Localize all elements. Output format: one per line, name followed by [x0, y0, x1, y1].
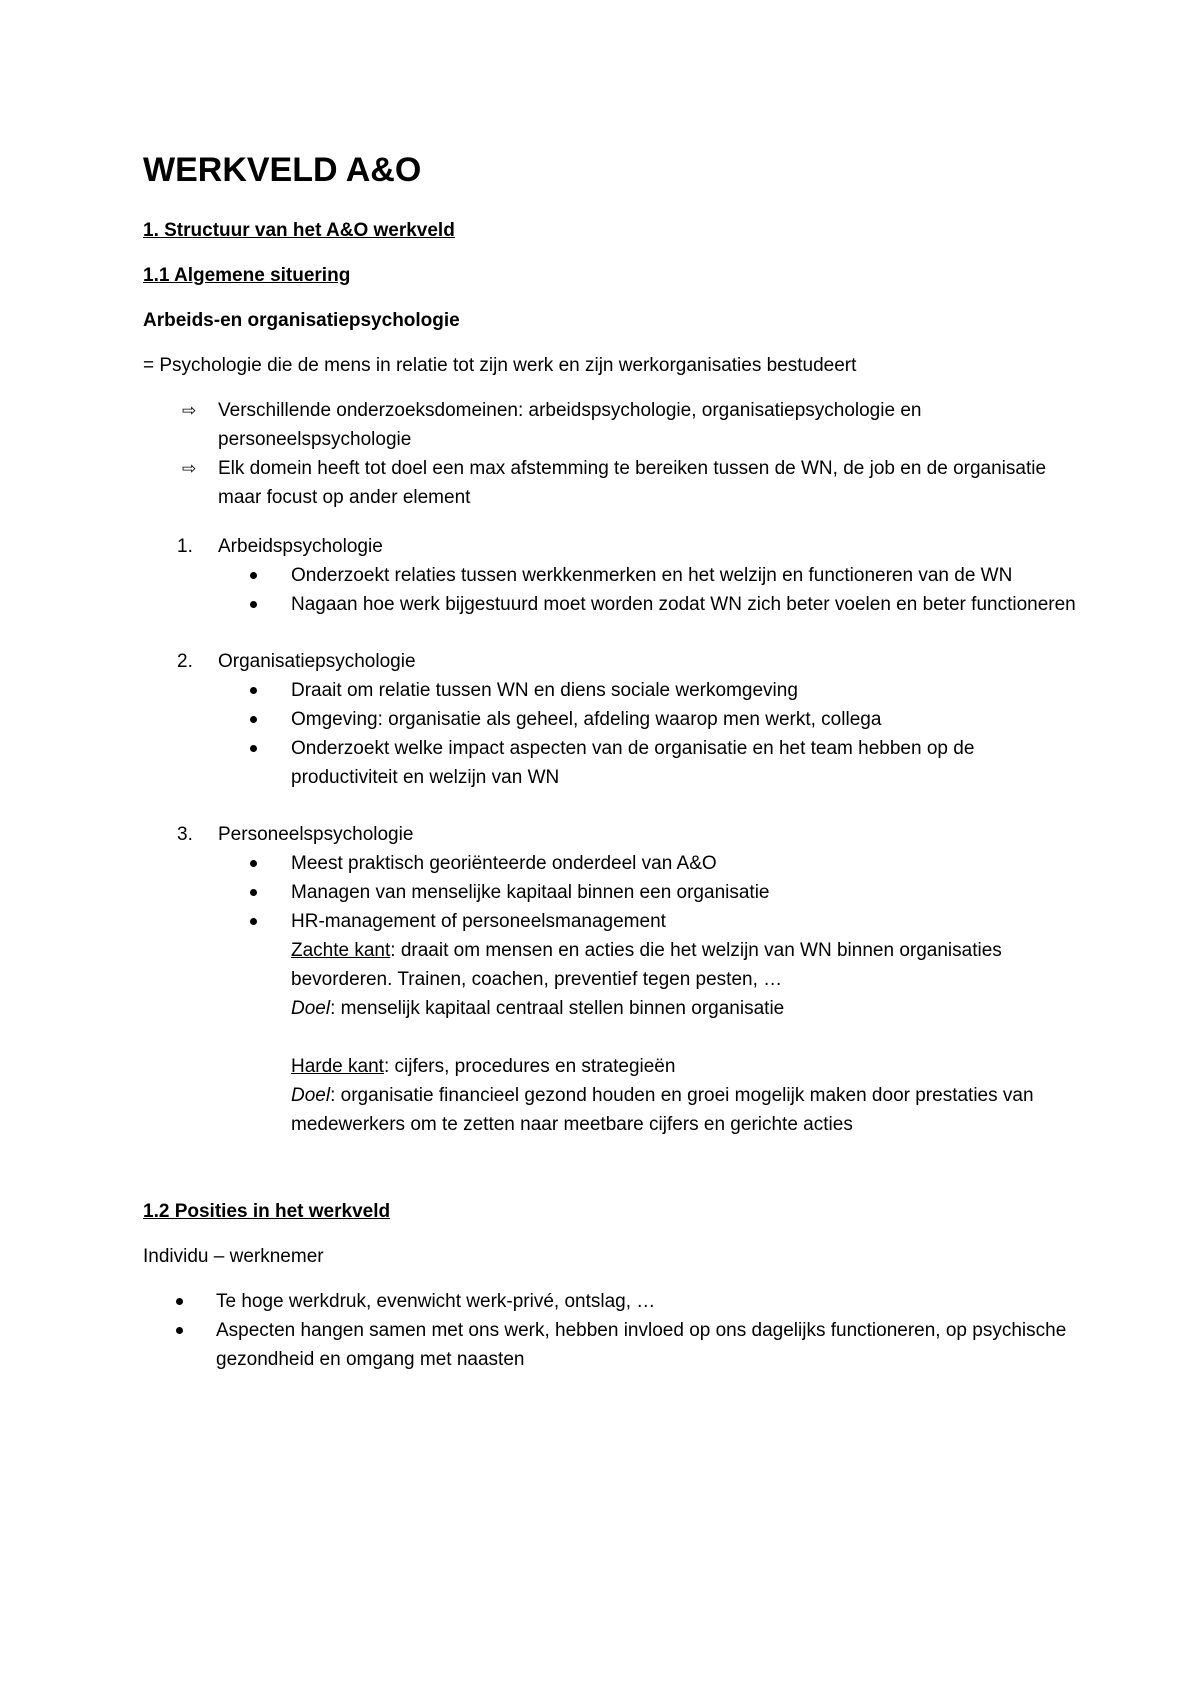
list-item-text: Meest praktisch georiënteerde onderdeel van A&O: [291, 853, 717, 874]
list-item-text: Onderzoekt relaties tussen werkkenmerken en het welzijn en functioneren van de WN: [291, 565, 1013, 586]
document-body: [143, 148, 1083, 1374]
bullet-icon: [250, 716, 257, 723]
term-heading: Arbeids-en organisatiepsychologie: [143, 310, 460, 331]
list-item: [291, 676, 1083, 705]
list-item: [291, 734, 1083, 792]
bullet-icon: [176, 1298, 183, 1305]
bullet-icon: [176, 1327, 183, 1334]
bullet-list: [218, 561, 1083, 619]
domain-label: Arbeidspsychologie: [218, 536, 383, 557]
bullet-icon: [250, 687, 257, 694]
list-item-text: Omgeving: organisatie als geheel, afdeling waarop men werkt, collega: [291, 709, 882, 730]
soft-goal-text: : menselijk kapitaal centraal stellen binnen organisatie: [330, 998, 785, 1019]
arrow-item-text: Elk domein heeft tot doel een max afstemming te bereiken tussen de WN, de job en de organisatie maar focust op ander element: [218, 458, 1047, 508]
domain-label: Organisatiepsychologie: [218, 651, 416, 672]
list-item: [291, 907, 1083, 1139]
hard-goal-text: : organisatie financieel gezond houden en groei mogelijk maken door prestaties van medewerkers om te zetten naar meetbare cijfers en gerichte acties: [291, 1085, 1034, 1135]
list-item-text: HR-management of personeelsmanagement: [291, 911, 666, 932]
section-1-1-heading: 1.1 Algemene situering: [143, 265, 351, 286]
domain-number: 1.: [177, 536, 193, 557]
soft-side-label: Zachte kant: [291, 940, 391, 961]
hard-side-text: : cijfers, procedures en strategieën: [383, 1056, 676, 1077]
list-item: [291, 705, 1083, 734]
list-item: [143, 1316, 1083, 1374]
list-item-text: Draait om relatie tussen WN en diens sociale werkomgeving: [291, 680, 798, 701]
list-item: [143, 1287, 1083, 1316]
list-item: [291, 590, 1083, 619]
domain-label: Personeelspsychologie: [218, 824, 414, 845]
arrow-item-text: Verschillende onderzoeksdomeinen: arbeidspsychologie, organisatiepsychologie en personeelspsychologie: [218, 400, 922, 450]
list-item-text: Aspecten hangen samen met ons werk, hebben invloed op ons dagelijks functioneren, op psychische gezondheid en omgang met naasten: [216, 1320, 1067, 1370]
bullet-icon: [250, 601, 257, 608]
domain-item: [143, 820, 1083, 1139]
domain-number: 2.: [177, 651, 193, 672]
list-item: [291, 561, 1083, 590]
arrow-right-icon: ⇨: [182, 401, 197, 420]
list-item-text: Managen van menselijke kapitaal binnen een organisatie: [291, 882, 770, 903]
intro-text: Individu – werknemer: [143, 1246, 324, 1267]
bullet-list: [218, 849, 1083, 1139]
list-item: [291, 878, 1083, 907]
domain-number: 3.: [177, 824, 193, 845]
arrow-list: [143, 396, 1083, 512]
list-item-text: Onderzoekt welke impact aspecten van de organisatie en het team hebben op de productiviteit en welzijn van WN: [291, 738, 975, 788]
domain-item: [143, 647, 1083, 792]
list-item-text: Te hoge werkdruk, evenwicht werk-privé, ontslag, …: [216, 1291, 656, 1312]
spacer: [291, 1023, 1083, 1052]
bullet-list: [218, 676, 1083, 792]
section-1-2-heading: 1.2 Posities in het werkveld: [143, 1201, 391, 1222]
definition-text: = Psychologie die de mens in relatie tot zijn werk en zijn werkorganisaties bestudeert: [143, 355, 857, 376]
soft-goal-label: Doel: [291, 998, 331, 1019]
bullet-icon: [250, 572, 257, 579]
bullet-icon: [250, 889, 257, 896]
hard-side-label: Harde kant: [291, 1056, 384, 1077]
arrow-right-icon: ⇨: [182, 459, 197, 478]
list-item-text: Nagaan hoe werk bijgestuurd moet worden zodat WN zich beter voelen en beter functioneren: [291, 594, 1076, 615]
arrow-item: [143, 396, 1083, 454]
soft-side-text: : draait om mensen en acties die het welzijn van WN binnen organisaties bevorderen. Trainen, coachen, preventief tegen pesten, …: [291, 940, 1002, 990]
hard-goal-label: Doel: [291, 1085, 331, 1106]
bullet-icon: [250, 918, 257, 925]
bullet-icon: [250, 745, 257, 752]
domain-item: [143, 532, 1083, 619]
document-title: WERKVELD A&O: [143, 151, 422, 189]
arrow-item: [143, 454, 1083, 512]
bullet-list: [143, 1287, 1083, 1374]
section-1-heading: 1. Structuur van het A&O werkveld: [143, 220, 455, 241]
bullet-icon: [250, 860, 257, 867]
list-item: [291, 849, 1083, 878]
domain-list: [143, 532, 1083, 1139]
